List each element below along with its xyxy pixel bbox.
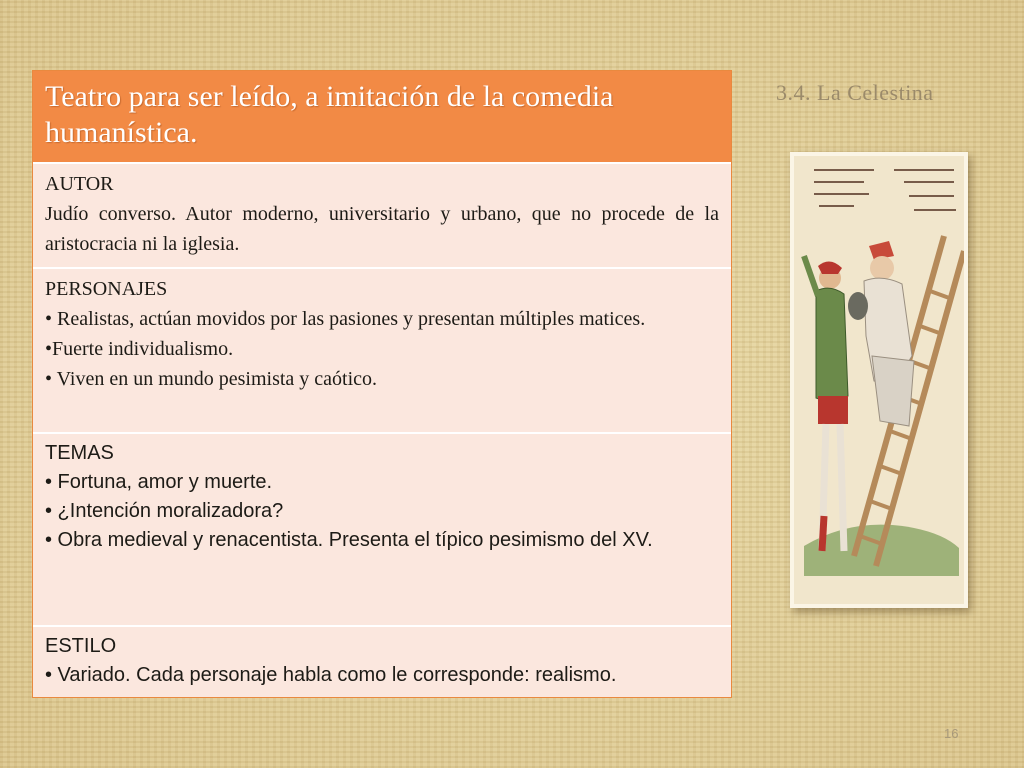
estilo-item: • Variado. Cada personaje habla como le corresponde: realismo. <box>45 664 617 686</box>
table-title: Teatro para ser leído, a imitación de la comedia humanística. <box>33 71 731 164</box>
personajes-cell <box>33 267 731 432</box>
autor-text: Judío converso. Autor moderno, universitario y urbano, que no procede de la aristocracia ni la iglesia. <box>45 203 719 255</box>
personajes-item: •Fuerte individualismo. <box>45 338 234 360</box>
temas-cell <box>33 432 731 625</box>
autor-heading: AUTOR <box>45 173 114 195</box>
autor-cell <box>33 164 731 267</box>
page-number: 16 <box>944 726 959 741</box>
personajes-item: • Realistas, actúan movidos por las pasiones y presentan múltiples matices. <box>45 308 646 330</box>
temas-item: • Fortuna, amor y muerte. <box>45 471 273 493</box>
estilo-cell <box>33 625 731 697</box>
temas-item: • Obra medieval y renacentista. Presenta el típico pesimismo del XV. <box>45 529 653 551</box>
section-label: 3.4. La Celestina <box>776 80 934 105</box>
personajes-item: • Viven en un mundo pesimista y caótico. <box>45 368 378 390</box>
estilo-heading: ESTILO <box>45 635 117 657</box>
temas-heading: TEMAS <box>45 442 114 464</box>
celestina-illustration <box>794 156 964 604</box>
personajes-heading: PERSONAJES <box>45 278 168 300</box>
temas-item: • ¿Intención moralizadora? <box>45 500 284 522</box>
illustration-frame <box>790 152 968 608</box>
content-table <box>32 70 732 698</box>
